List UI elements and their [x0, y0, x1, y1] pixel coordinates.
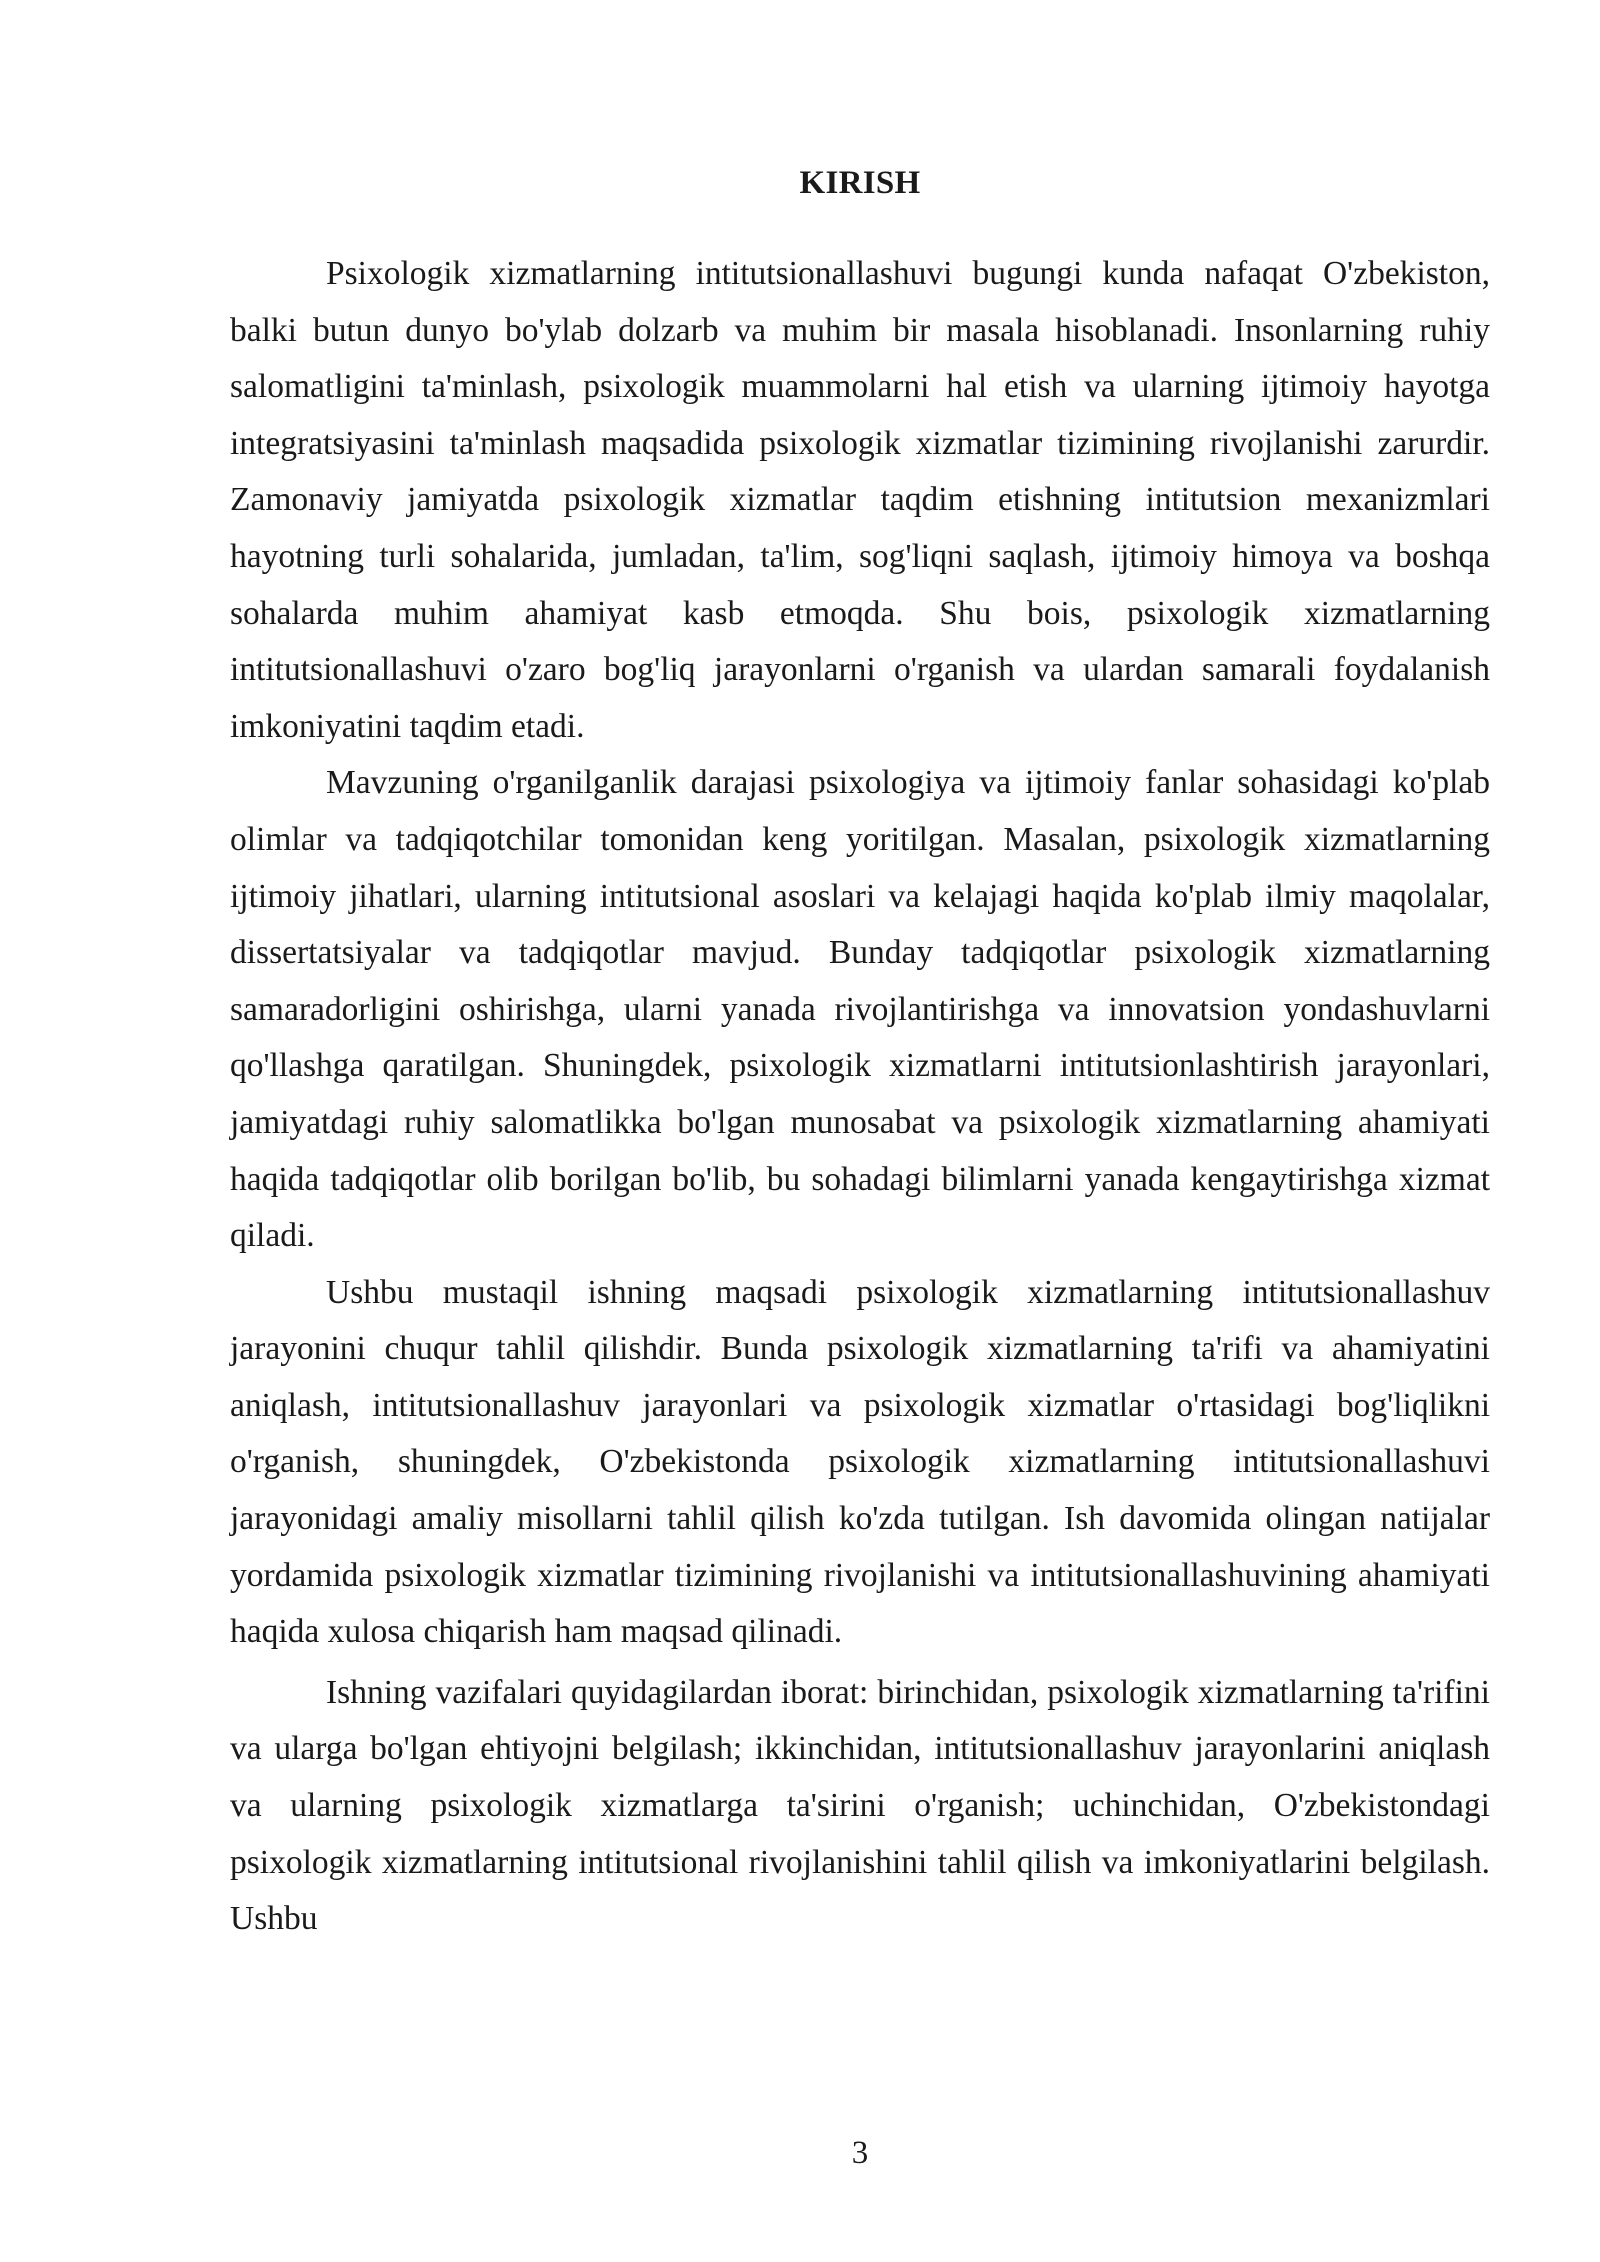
paragraph-research-degree: Mavzuning o'rganilganlik darajasi psixologiya va ijtimoiy fanlar sohasidagi ko'plab olimlar va tadqiqotchilar tomonidan keng yoritilgan. Masalan, psixologik xizmatlarning ijtimoiy jihatlari, ularning intitutsional asoslari va kelajagi haqida ko'plab ilmiy maqolalar, dissertatsiyalar va tadqiqotlar mavjud. Bunday tadqiqotlar psixologik xizmatlarning samaradorligini oshirishga, ularni yanada rivojlantirishga va innovatsion yondashuvlarni qo'llashga qaratilgan. Shuningdek, psixologik xizmatlarni intitutsionlashtirish jarayonlari, jamiyatdagi ruhiy salomatlikka bo'lgan munosabat va psixologik xizmatlarning ahamiyati haqida tadqiqotlar olib borilgan bo'lib, bu sohadagi bilimlarni yanada kengaytirishga xizmat qiladi. — [230, 764, 1490, 1255]
paragraph-introduction: Psixologik xizmatlarning intitutsionallashuvi bugungi kunda nafaqat O'zbekiston, balki butun dunyo bo'ylab dolzarb va muhim bir masala hisoblanadi. Insonlarning ruhiy salomatligini ta'minlash, psixologik muammolarni hal etish va ularning ijtimoiy hayotga integratsiyasini ta'minlash maqsadida psixologik xizmatlar tizimining rivojlanishi zarurdir. Zamonaviy jamiyatda psixologik xizmatlar taqdim etishning intitutsion mexanizmlari hayotning turli sohalarida, jumladan, ta'lim, sog'liqni saqlash, ijtimoiy himoya va boshqa sohalarda muhim ahamiyat kasb etmoqda. Shu bois, psixologik xizmatlarning intitutsionallashuvi o'zaro bog'liq jarayonlarni o'rganish va ulardan samarali foydalanish imkoniyatini taqdim etadi. — [230, 255, 1490, 745]
paragraph-goal: Ushbu mustaqil ishning maqsadi psixologik xizmatlarning intitutsionallashuv jarayonini chuqur tahlil qilishdir. Bunda psixologik xizmatlarning ta'rifi va ahamiyatini aniqlash, intitutsionallashuv jarayonlari va psixologik xizmatlar o'rtasidagi bog'liqlikni o'rganish, shuningdek, O'zbekistonda psixologik xizmatlarning intitutsionallashuvi jarayonidagi amaliy misollarni tahlil qilish ko'zda tutilgan. Ish davomida olingan natijalar yordamida psixologik xizmatlar tizimining rivojlanishi va intitutsionallashuvining ahamiyati haqida xulosa chiqarish ham maqsad qilinadi. — [230, 1273, 1490, 1651]
section-heading: KIRISH — [799, 165, 921, 201]
paragraph-tasks: Ishning vazifalari quyidagilardan iborat: birinchidan, psixologik xizmatlarning ta'rifini va ularga bo'lgan ehtiyojni belgilash; ikkinchidan, intitutsionallashuv jarayonlarini aniqlash va ularning psixologik xizmatlarga ta'sirini o'rganish; uchinchidan, O'zbekistondagi psixologik xizmatlarning intitutsional rivojlanishini tahlil qilish va imkoniyatlarini belgilash. Ushbu — [230, 1673, 1490, 1938]
page-number: 3 — [851, 2135, 869, 2171]
body-text — [230, 246, 1490, 1948]
